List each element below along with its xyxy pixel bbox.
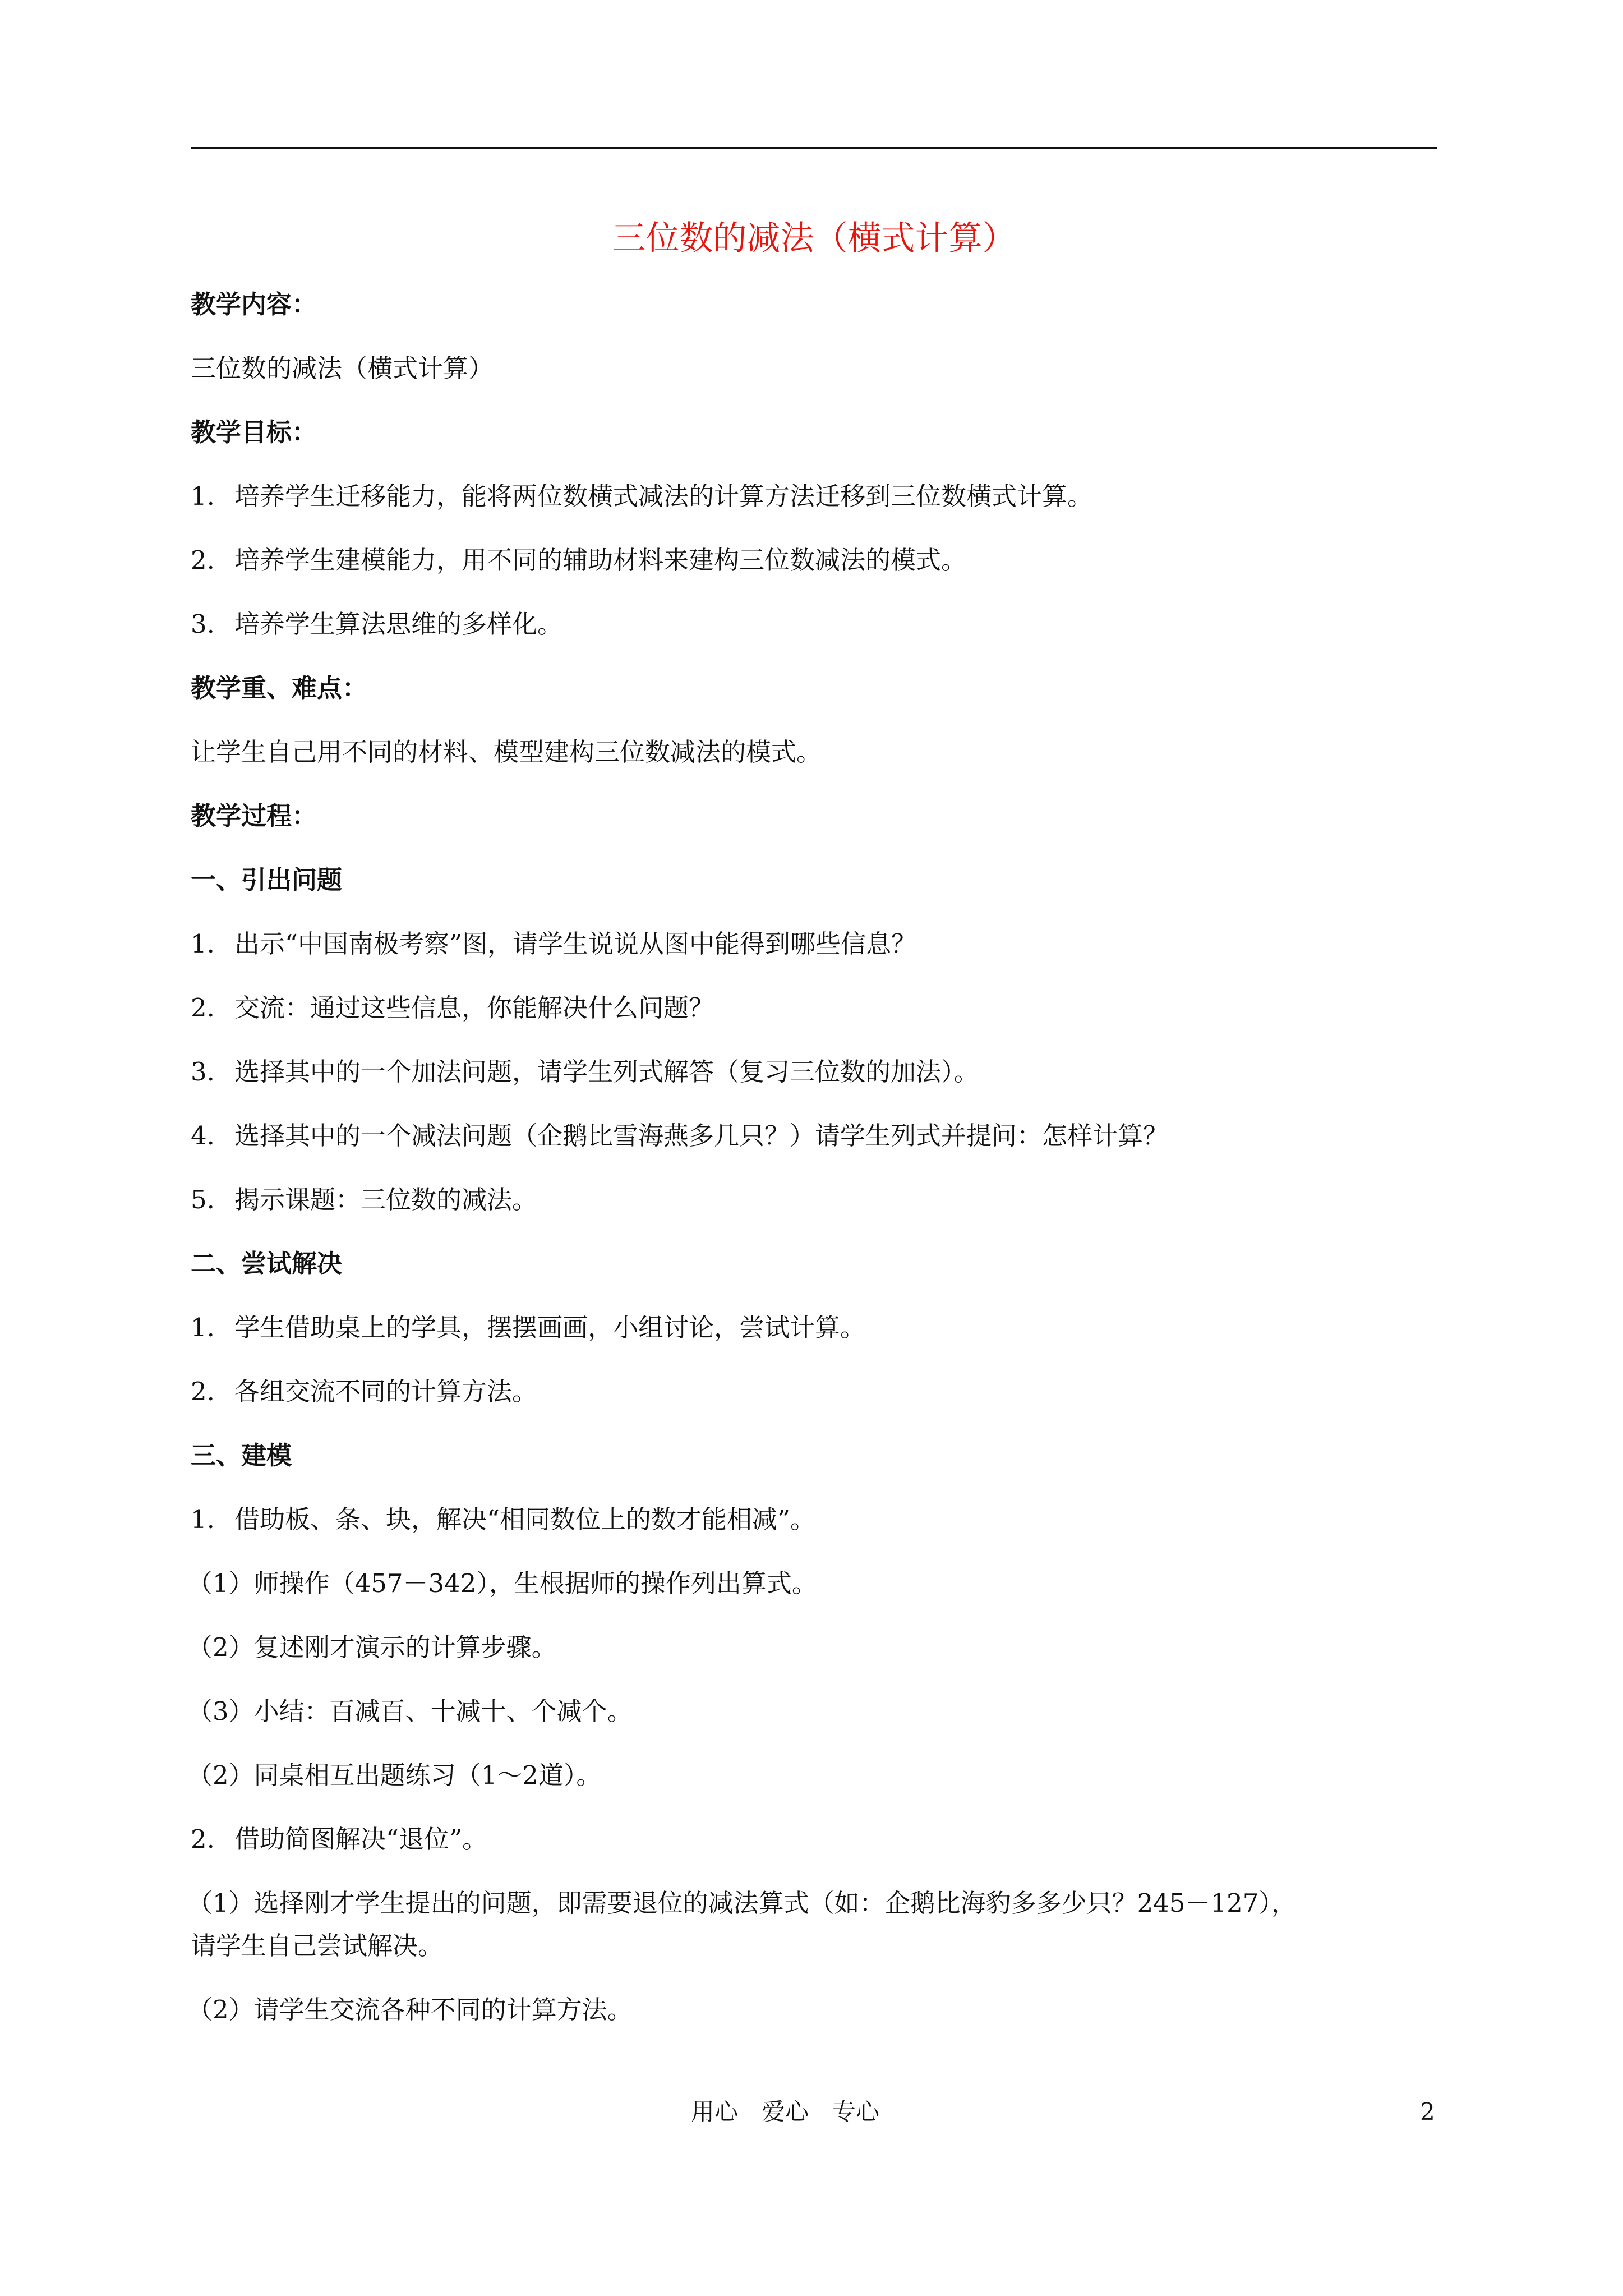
item-number: 1. [191, 481, 215, 511]
paragraph [191, 735, 1447, 770]
paragraph-text: 让学生自己用不同的材料、模型建构三位数减法的模式。 [191, 737, 822, 767]
sub-item-text: （1）师操作（457－342），生根据师的操作列出算式。 [187, 1568, 817, 1598]
page-number: 2 [1420, 2098, 1435, 2125]
section-heading [191, 1246, 1447, 1281]
numbered-item [191, 479, 1447, 514]
sub-item [187, 1630, 1447, 1665]
sub-item-text: （2）同桌相互出题练习（1～2道）。 [187, 1760, 602, 1790]
item-number: 4. [191, 1121, 215, 1151]
numbered-item [191, 1502, 1447, 1537]
sub-item-text: （2）复述刚才演示的计算步骤。 [187, 1632, 557, 1662]
continuation-line [191, 1929, 1447, 1963]
item-text: 出示“中国南极考察”图，请学生说说从图中能得到哪些信息？ [234, 929, 917, 959]
continuation-text: 请学生自己尝试解决。 [191, 1931, 444, 1961]
paragraph [191, 351, 1447, 386]
document-body [187, 287, 1447, 2056]
item-text: 选择其中的一个加法问题，请学生列式解答（复习三位数的加法）。 [234, 1057, 979, 1087]
sub-item-text: （1）选择刚才学生提出的问题，即需要退位的减法算式（如：企鹅比海豹多多少只？245－127）， [187, 1888, 1297, 1918]
sub-item-text: （2）请学生交流各种不同的计算方法。 [187, 1995, 633, 2024]
section-heading-text: 教学重、难点： [191, 673, 368, 703]
section-heading-text: 二、尝试解决 [191, 1249, 343, 1278]
numbered-item [191, 991, 1447, 1025]
sub-item [187, 1694, 1447, 1729]
numbered-item [191, 927, 1447, 961]
document-title: 三位数的减法（横式计算） [612, 219, 1016, 258]
header-rule [191, 147, 1437, 149]
section-heading [191, 1438, 1447, 1473]
numbered-item [191, 607, 1447, 642]
sub-item [187, 1566, 1447, 1601]
section-heading [191, 863, 1447, 898]
item-text: 揭示课题：三位数的减法。 [234, 1185, 538, 1214]
section-heading-text: 三、建模 [191, 1441, 292, 1470]
item-text: 学生借助桌上的学具，摆摆画画，小组讨论，尝试计算。 [234, 1313, 866, 1342]
section-heading-text: 教学内容： [191, 289, 317, 319]
sub-item [187, 1993, 1447, 2027]
item-text: 选择其中的一个减法问题（企鹅比雪海燕多几只？）请学生列式并提问：怎样计算？ [234, 1121, 1169, 1151]
numbered-item [191, 1310, 1447, 1345]
sub-item [187, 1886, 1447, 1921]
section-heading [191, 799, 1447, 834]
item-number: 2. [191, 1377, 215, 1406]
section-heading-text: 一、引出问题 [191, 865, 343, 895]
section-heading [191, 287, 1447, 322]
item-text: 借助板、条、块，解决“相同数位上的数才能相减”。 [234, 1504, 816, 1534]
section-heading [191, 415, 1447, 450]
section-heading-text: 教学目标： [191, 417, 317, 447]
paragraph-text: 三位数的减法（横式计算） [191, 353, 494, 383]
numbered-item [191, 1055, 1447, 1089]
item-text: 培养学生建模能力，用不同的辅助材料来建构三位数减法的模式。 [234, 545, 967, 575]
item-number: 2. [191, 993, 215, 1023]
item-text: 借助简图解决“退位”。 [234, 1824, 488, 1854]
numbered-item [191, 1119, 1447, 1153]
item-number: 2. [191, 545, 215, 575]
item-number: 5. [191, 1185, 215, 1214]
item-number: 1. [191, 1313, 215, 1342]
numbered-item [191, 1822, 1447, 1857]
numbered-item [191, 1374, 1447, 1409]
item-number: 2. [191, 1824, 215, 1854]
sub-item [187, 1758, 1447, 1793]
numbered-item [191, 543, 1447, 578]
item-text: 培养学生算法思维的多样化。 [234, 609, 563, 639]
item-number: 3. [191, 1057, 215, 1087]
section-heading [191, 671, 1447, 706]
item-text: 培养学生迁移能力，能将两位数横式减法的计算方法迁移到三位数横式计算。 [234, 481, 1093, 511]
section-heading-text: 教学过程： [191, 801, 317, 831]
item-text: 交流：通过这些信息，你能解决什么问题？ [234, 993, 714, 1023]
sub-item-text: （3）小结：百减百、十减十、个减个。 [187, 1696, 633, 1726]
footer-motto: 用心 爱心 专心 [691, 2098, 880, 2125]
numbered-item [191, 1182, 1447, 1217]
item-number: 1. [191, 929, 215, 959]
item-text: 各组交流不同的计算方法。 [234, 1377, 538, 1406]
item-number: 3. [191, 609, 215, 639]
item-number: 1. [191, 1504, 215, 1534]
